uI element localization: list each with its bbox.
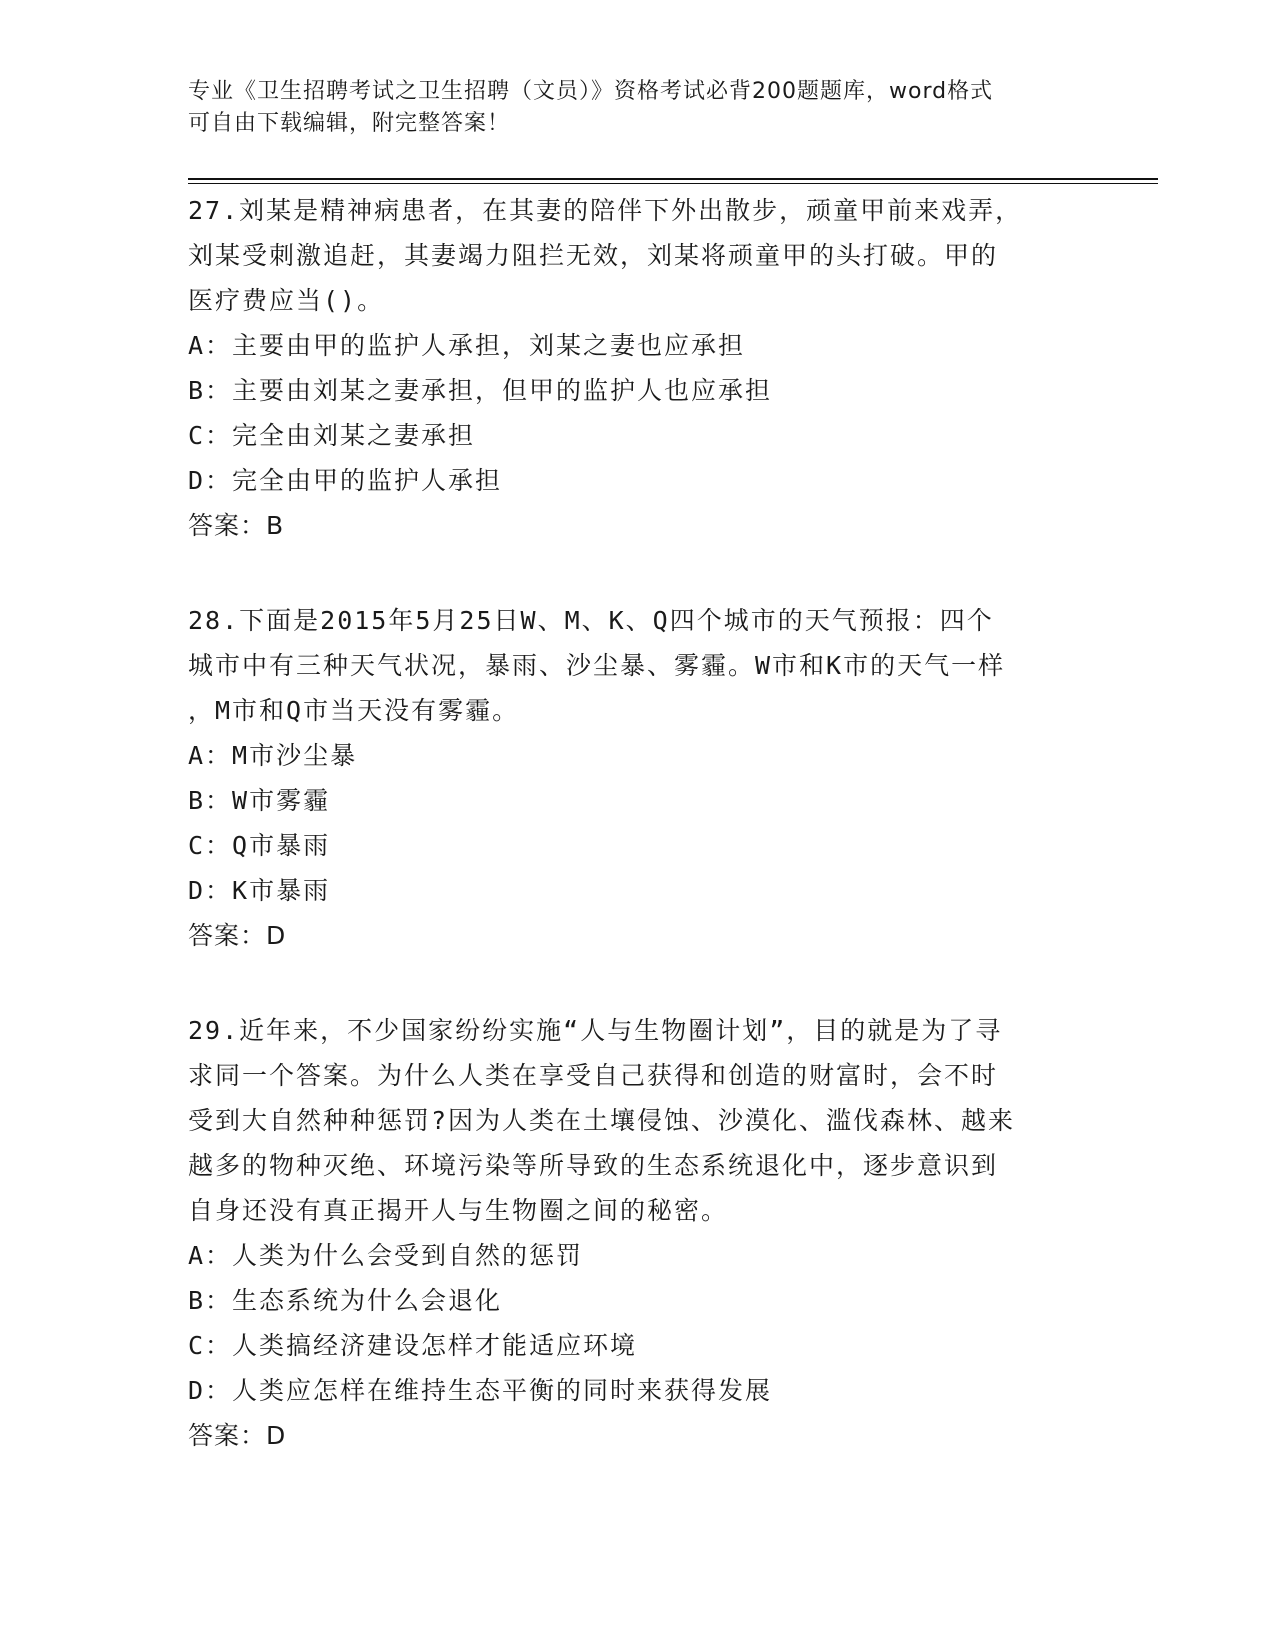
option-b: B：主要由刘某之妻承担，但甲的监护人也应承担 [188,376,773,405]
question-stem: 27.刘某是精神病患者，在其妻的陪伴下外出散步，顽童甲前来戏弄， 刘某受刺激追赶，其妻竭力阻拦无效，刘某将顽童甲的头打破。甲的 医疗费应当()。 [188,196,1023,315]
question-list [188,188,1088,1458]
option-c: C：人类搞经济建设怎样才能适应环境 [188,1331,638,1360]
header-title-line-1: 专业《卫生招聘考试之卫生招聘（文员）》资格考试必背200题题库，word格式 [188,79,994,104]
option-d: D：人类应怎样在维持生态平衡的同时来获得发展 [188,1376,773,1405]
answer-label: 答案：B [188,511,285,540]
option-a: A：M市沙尘暴 [188,741,358,770]
option-d: D：K市暴雨 [188,876,331,905]
question-spacer [188,958,1088,1008]
question-29 [188,1008,1088,1458]
option-d: D：完全由甲的监护人承担 [188,466,503,495]
option-a: A：主要由甲的监护人承担，刘某之妻也应承担 [188,331,746,360]
question-28 [188,598,1088,958]
option-b: B：生态系统为什么会退化 [188,1286,503,1315]
question-stem: 28.下面是2015年5月25日W、M、K、Q四个城市的天气预报：四个 城市中有三种天气状况，暴雨、沙尘暴、雾霾。W市和K市的天气一样 ，M市和Q市当天没有雾霾。 [188,606,1006,725]
answer-label: 答案：D [188,921,287,950]
answer-label: 答案：D [188,1421,287,1450]
document-header [188,76,1088,140]
header-title-line-2: 可自由下载编辑，附完整答案！ [188,111,511,136]
header-divider-thick [188,178,1158,180]
option-a: A：人类为什么会受到自然的惩罚 [188,1241,584,1270]
option-c: C：Q市暴雨 [188,831,331,860]
option-c: C：完全由刘某之妻承担 [188,421,476,450]
header-divider-thin [188,183,1158,184]
option-b: B：W市雾霾 [188,786,331,815]
question-27 [188,188,1088,548]
question-spacer [188,548,1088,598]
question-stem: 29.近年来，不少国家纷纷实施“人与生物圈计划”，目的就是为了寻 求同一个答案。为什么人类在享受自己获得和创造的财富时，会不时 受到大自然种种惩罚?因为人类在土壤侵蚀、沙漠化、滥伐森林、越来 越多的物种灭绝、环境污染等所导致的生态系统退化中，逐步意识到 自身还没有真正揭开人与生物圈之间的秘密。 [188,1016,1016,1225]
